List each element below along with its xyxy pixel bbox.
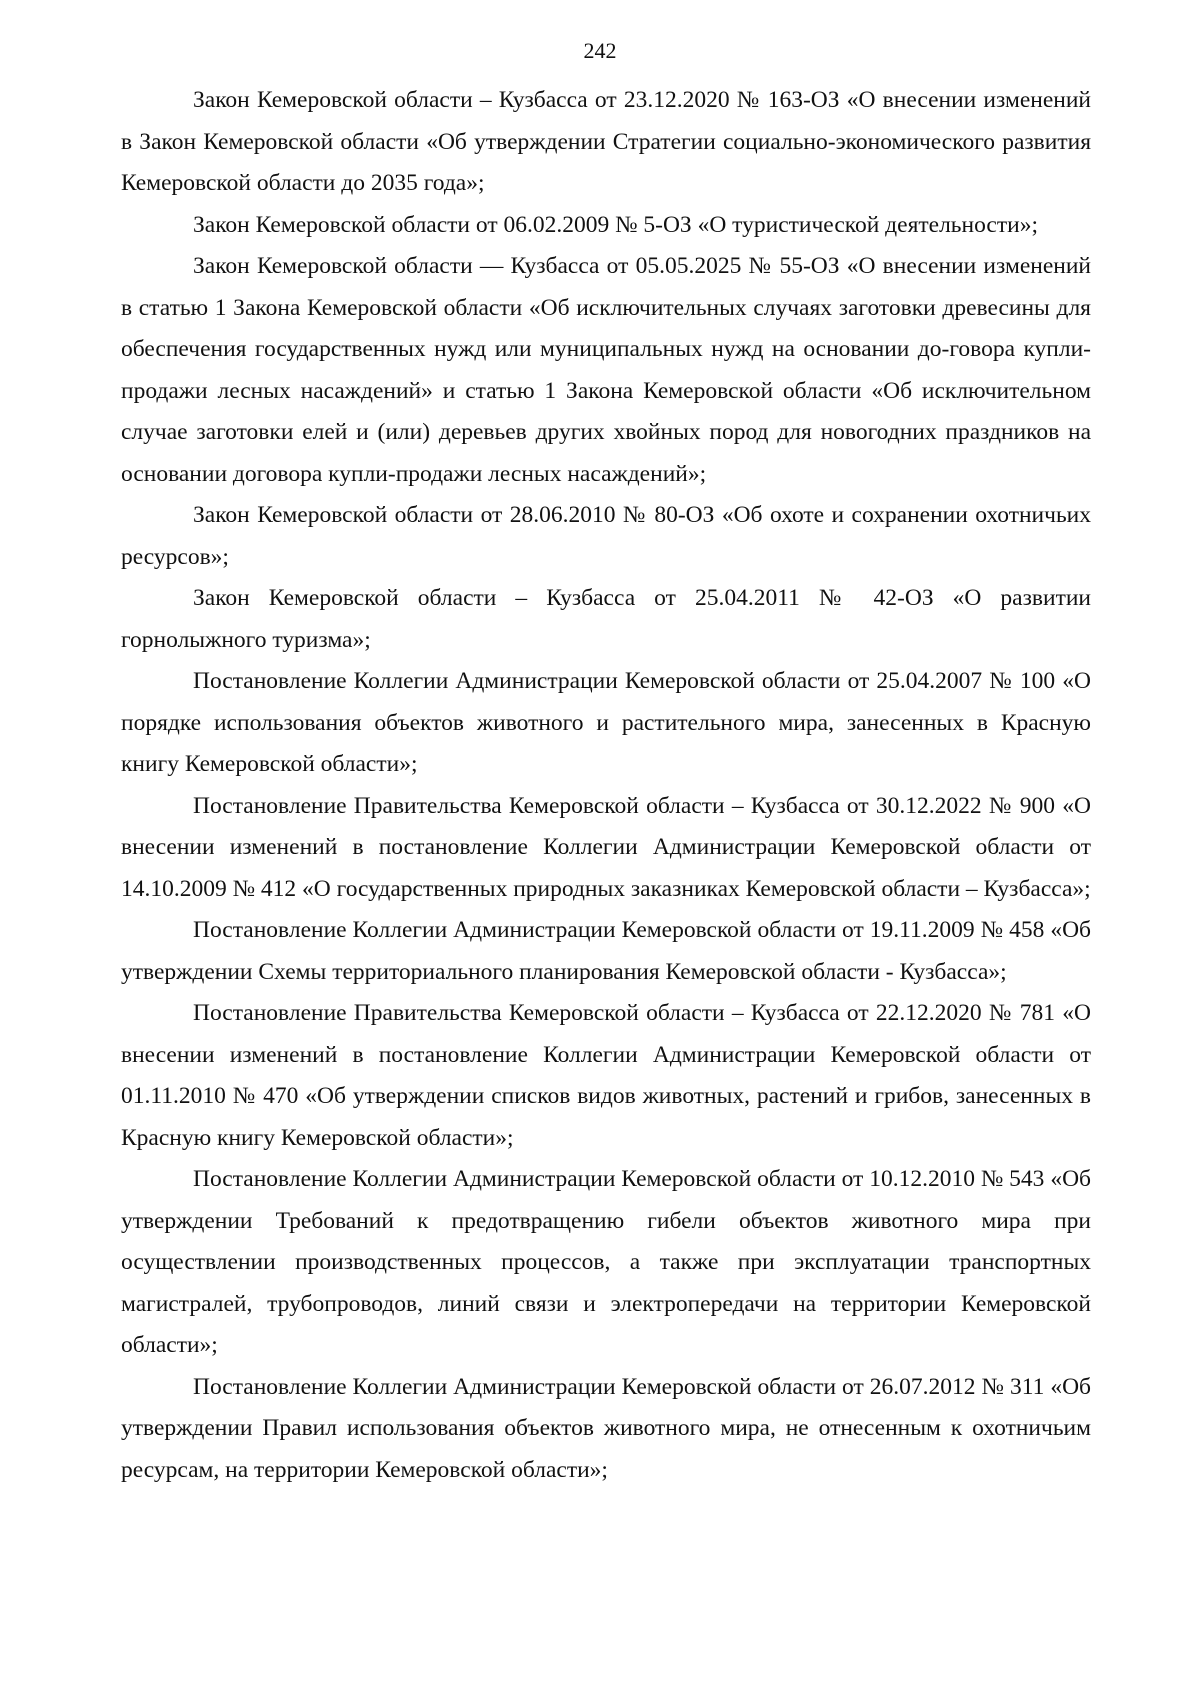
paragraph-resolution-100: Постановление Коллегии Администрации Кемеровской области от 25.04.2007 № 100 «О порядке использования объектов животного и растительного мира, занесенных в Красную книгу Кемеровской области»; [121, 668, 1091, 777]
paragraph-resolution-543: Постановление Коллегии Администрации Кемеровской области от 10.12.2010 № 543 «Об утверждении Требований к предотвращению гибели объектов животного мира при осуществлении производственных процессов, а также при эксплуатации транспортных магистралей, трубопроводов, линий связи и электропередачи на территории Кемеровской области»; [121, 1166, 1091, 1358]
document-body [121, 80, 1091, 1491]
paragraph-law-42-oz: Закон Кемеровской области – Кузбасса от 25.04.2011 № 42-ОЗ «О развитии горнолыжного туризма»; [121, 585, 1091, 653]
paragraph-law-55-oz: Закон Кемеровской области — Кузбасса от 05.05.2025 № 55-ОЗ «О внесении изменений в статью 1 Закона Кемеровской области «Об исключительных случаях заготовки древесины для обеспечения государственных нужд или муниципальных нужд на основании до-говора купли-продажи лесных насаждений» и статью 1 Закона Кемеровской области «Об исключительном случае заготовки елей и (или) деревьев других хвойных пород для новогодних праздников на основании договора купли-продажи лесных насаждений»; [121, 253, 1091, 487]
paragraph-resolution-458: Постановление Коллегии Администрации Кемеровской области от 19.11.2009 № 458 «Об утверждении Схемы территориального планирования Кемеровской области - Кузбасса»; [121, 917, 1091, 985]
page-number: 242 [583, 38, 617, 63]
paragraph-resolution-311: Постановление Коллегии Администрации Кемеровской области от 26.07.2012 № 311 «Об утверждении Правил использования объектов животного мира, не отнесенным к охотничьим ресурсам, на территории Кемеровской области»; [121, 1373, 1091, 1483]
paragraph-law-163-oz: Закон Кемеровской области – Кузбасса от 23.12.2020 № 163-ОЗ «О внесении изменений в Закон Кемеровской области «Об утверждении Стратегии социально-экономического развития Кемеровской области до 2035 года»; [121, 87, 1091, 196]
paragraph-resolution-781: Постановление Правительства Кемеровской области – Кузбасса от 22.12.2020 № 781 «О внесении изменений в постановление Коллегии Администрации Кемеровской области от 01.11.2010 № 470 «Об утверждении списков видов животных, растений и грибов, занесенных в Красную книгу Кемеровской области»; [121, 1000, 1091, 1151]
paragraph-law-80-oz: Закон Кемеровской области от 28.06.2010 № 80-ОЗ «Об охоте и сохранении охотничьих ресурсов»; [121, 502, 1091, 570]
paragraph-law-5-oz: Закон Кемеровской области от 06.02.2009 № 5-ОЗ «О туристической деятельности»; [193, 211, 1038, 238]
paragraph-resolution-900: Постановление Правительства Кемеровской области – Кузбасса от 30.12.2022 № 900 «О внесении изменений в постановление Коллегии Администрации Кемеровской области от 14.10.2009 № 412 «О государственных природных заказниках Кемеровской области – Кузбасса»; [121, 792, 1091, 902]
